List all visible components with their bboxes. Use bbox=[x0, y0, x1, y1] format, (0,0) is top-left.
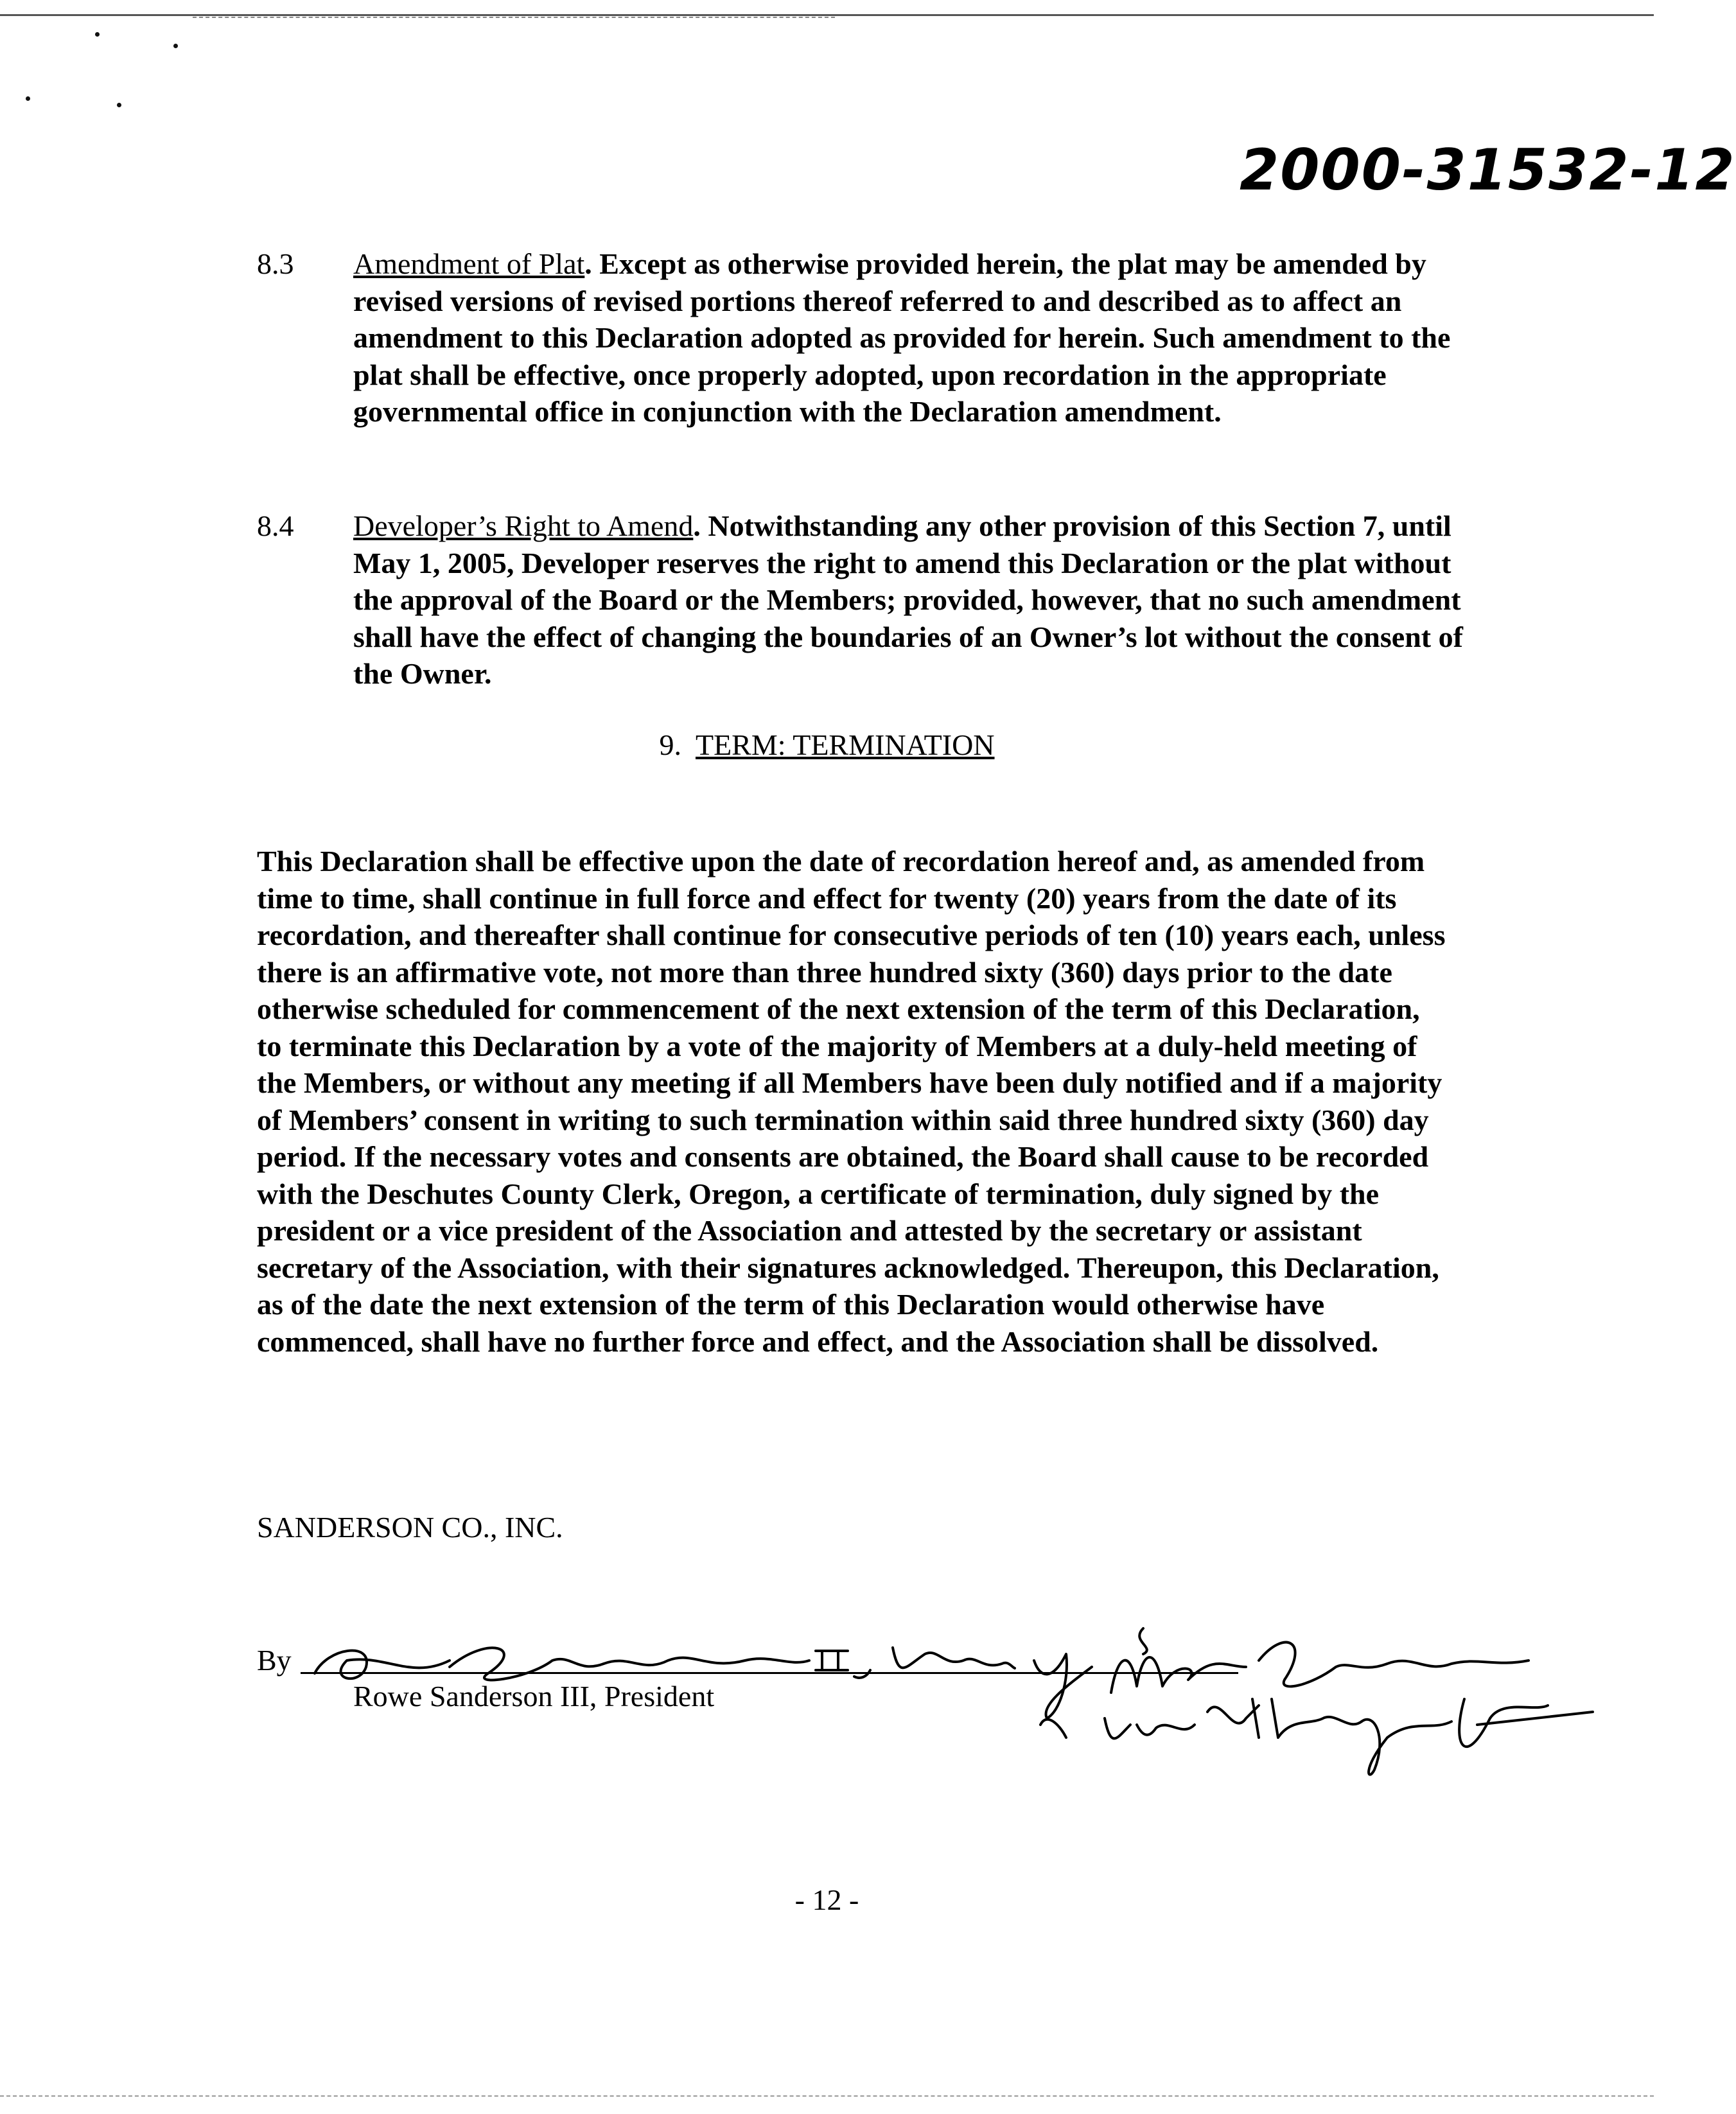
scan-speck bbox=[117, 103, 121, 107]
section-number: 8.3 bbox=[257, 247, 294, 280]
section-text: . Except as otherwise provided herein, the plat may be amended by revised versions of revised portions thereof referred to and described as to affect an amendment to this Declaration adopted as provided for herein. Such amendment to the plat shall be effective, once properly adopted, upon recordation in the appropriate governmental office in conjunction with the Declaration amendment. bbox=[353, 247, 1451, 428]
top-scan-edge-dash bbox=[193, 17, 835, 18]
scan-speck bbox=[95, 32, 100, 37]
recording-number-stamp: 2000-31532-12 bbox=[1240, 137, 1736, 203]
signer-printed-name: Rowe Sanderson III, President bbox=[353, 1680, 715, 1713]
by-label: By bbox=[257, 1644, 292, 1677]
termination-paragraph: This Declaration shall be effective upon the date of recordation hereof and, as amended from time to time, shall continue in full force and effect for twenty (20) years from the date of its recordation, and thereafter shall continue for consecutive periods of ten (10) years each, unless there is an affirmative vote, not more than three hundred sixty (360) days prior to the date otherwise scheduled for commencement of the next extension of the term of this Declaration, to terminate this Declaration by a vote of the majority of Members at a duly-held meeting of the Members, or without any meeting if all Members have been duly notified and if a majority of Members’ consent in writing to such termination within said three hundred sixty (360) day period. If the necessary votes and consents are obtained, the Board shall cause to be recorded with the Deschutes County Clerk, Oregon, a certificate of termination, duly signed by the president or a vice president of the Association and attested by the secretary or assistant secretary of the Association, with their signatures acknowledged. Thereupon, this Declaration, as of the date the next extension of the term of this Declaration would otherwise have commenced, shall have no further force and effect, and the Association shall be dissolved. bbox=[257, 845, 1446, 1358]
article-number: 9. bbox=[659, 728, 681, 761]
top-scan-edge bbox=[0, 14, 1654, 16]
scan-speck bbox=[26, 96, 30, 101]
section-heading: Amendment of Plat bbox=[353, 247, 585, 280]
scan-speck bbox=[173, 44, 178, 48]
handwritten-signature bbox=[257, 1641, 1606, 1802]
section-text: . Notwithstanding any other provision of this Section 7, until May 1, 2005, Developer reserves the right to amend this Declaration or the plat without the approval of the Board or the Members; provided, however, that no such amendment shall have the effect of changing the boundaries of an Owner’s lot without the consent of the Owner. bbox=[353, 509, 1463, 690]
signature-block bbox=[257, 1641, 1606, 1802]
article-heading bbox=[0, 726, 1654, 764]
article-title: TERM: TERMINATION bbox=[695, 728, 995, 761]
section-body bbox=[353, 245, 1484, 430]
page-number: - 12 - bbox=[794, 1883, 859, 1916]
section-number: 8.4 bbox=[257, 509, 294, 542]
company-name: SANDERSON CO., INC. bbox=[257, 1511, 563, 1544]
bottom-scan-edge bbox=[0, 2095, 1654, 2097]
section-heading: Developer’s Right to Amend bbox=[353, 509, 694, 542]
section-body bbox=[353, 507, 1484, 692]
